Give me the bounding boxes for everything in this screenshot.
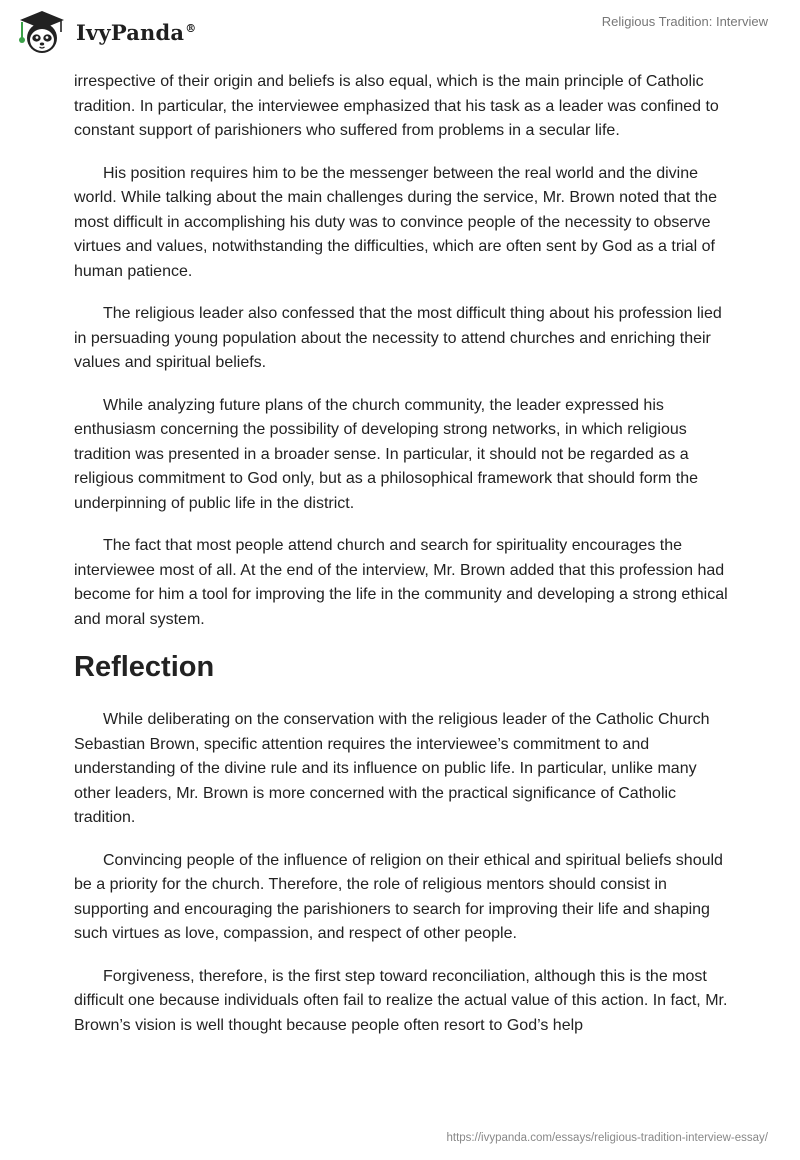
ivypanda-logo[interactable] — [14, 8, 196, 56]
paragraph: The religious leader also confessed that the most difficult thing about his profession lied in persuading young population about the necessity to attend churches and enriching their values and spiritual beliefs. — [74, 305, 722, 371]
paragraph: Convincing people of the influence of religion on their ethical and spiritual beliefs should be a priority for the church. Therefore, the role of religious mentors should consist in supporting and encouraging the parishioners to search for improving their life and shaping such virtues as love, compassion, and respect of other people. — [74, 851, 723, 942]
panda-graduate-icon — [14, 8, 70, 56]
section-heading-reflection: Reflection — [74, 651, 215, 683]
source-url[interactable]: https://ivypanda.com/essays/religious-tradition-interview-essay/ — [446, 1132, 768, 1144]
paragraph: The fact that most people attend church and search for spirituality encourages the interviewee most of all. At the end of the interview, Mr. Brown added that this profession had become for him a tool for improving the life in the community and developing a strong ethical and moral system. — [74, 537, 728, 628]
paragraph: Forgiveness, therefore, is the first step toward reconciliation, although this is the most difficult one because individuals often fail to realize the actual value of this action. In fact, Mr. Brown’s vision is well thought because people often resort to God’s help — [74, 967, 728, 1034]
brand-name: IvyPanda® — [76, 19, 197, 45]
document-title: Religious Tradition: Interview — [601, 14, 768, 29]
paragraph: While deliberating on the conservation with the religious leader of the Catholic Church Sebastian Brown, specific attention requires the interviewee’s commitment to and understanding of the divine rule and its influence on public life. In particular, unlike many other leaders, Mr. Brown is more concerned with the practical significance of Catholic tradition. — [74, 711, 710, 826]
paragraph: His position requires him to be the messenger between the real world and the divine world. While talking about the main challenges during the service, Mr. Brown noted that the most difficult in accomplishing his duty was to convince people of the necessity to observe virtues and values, notwithstanding the difficulties, which are often sent by God as a trial of human patience. — [74, 164, 718, 280]
paragraph: irrespective of their origin and beliefs is also equal, which is the main principle of Catholic tradition. In particular, the interviewee emphasized that his task as a leader was confined to constant support of parishioners who suffered from problems in a secular life. — [74, 73, 719, 139]
page-header — [0, 0, 800, 70]
essay-content — [74, 70, 734, 1056]
paragraph: While analyzing future plans of the church community, the leader expressed his enthusiasm concerning the possibility of developing strong networks, in which religious tradition was presented in a broader sense. In particular, it should not be regarded as a religious commitment to God only, but as a philosophical framework that should form the underpinning of public life in the district. — [74, 396, 698, 512]
